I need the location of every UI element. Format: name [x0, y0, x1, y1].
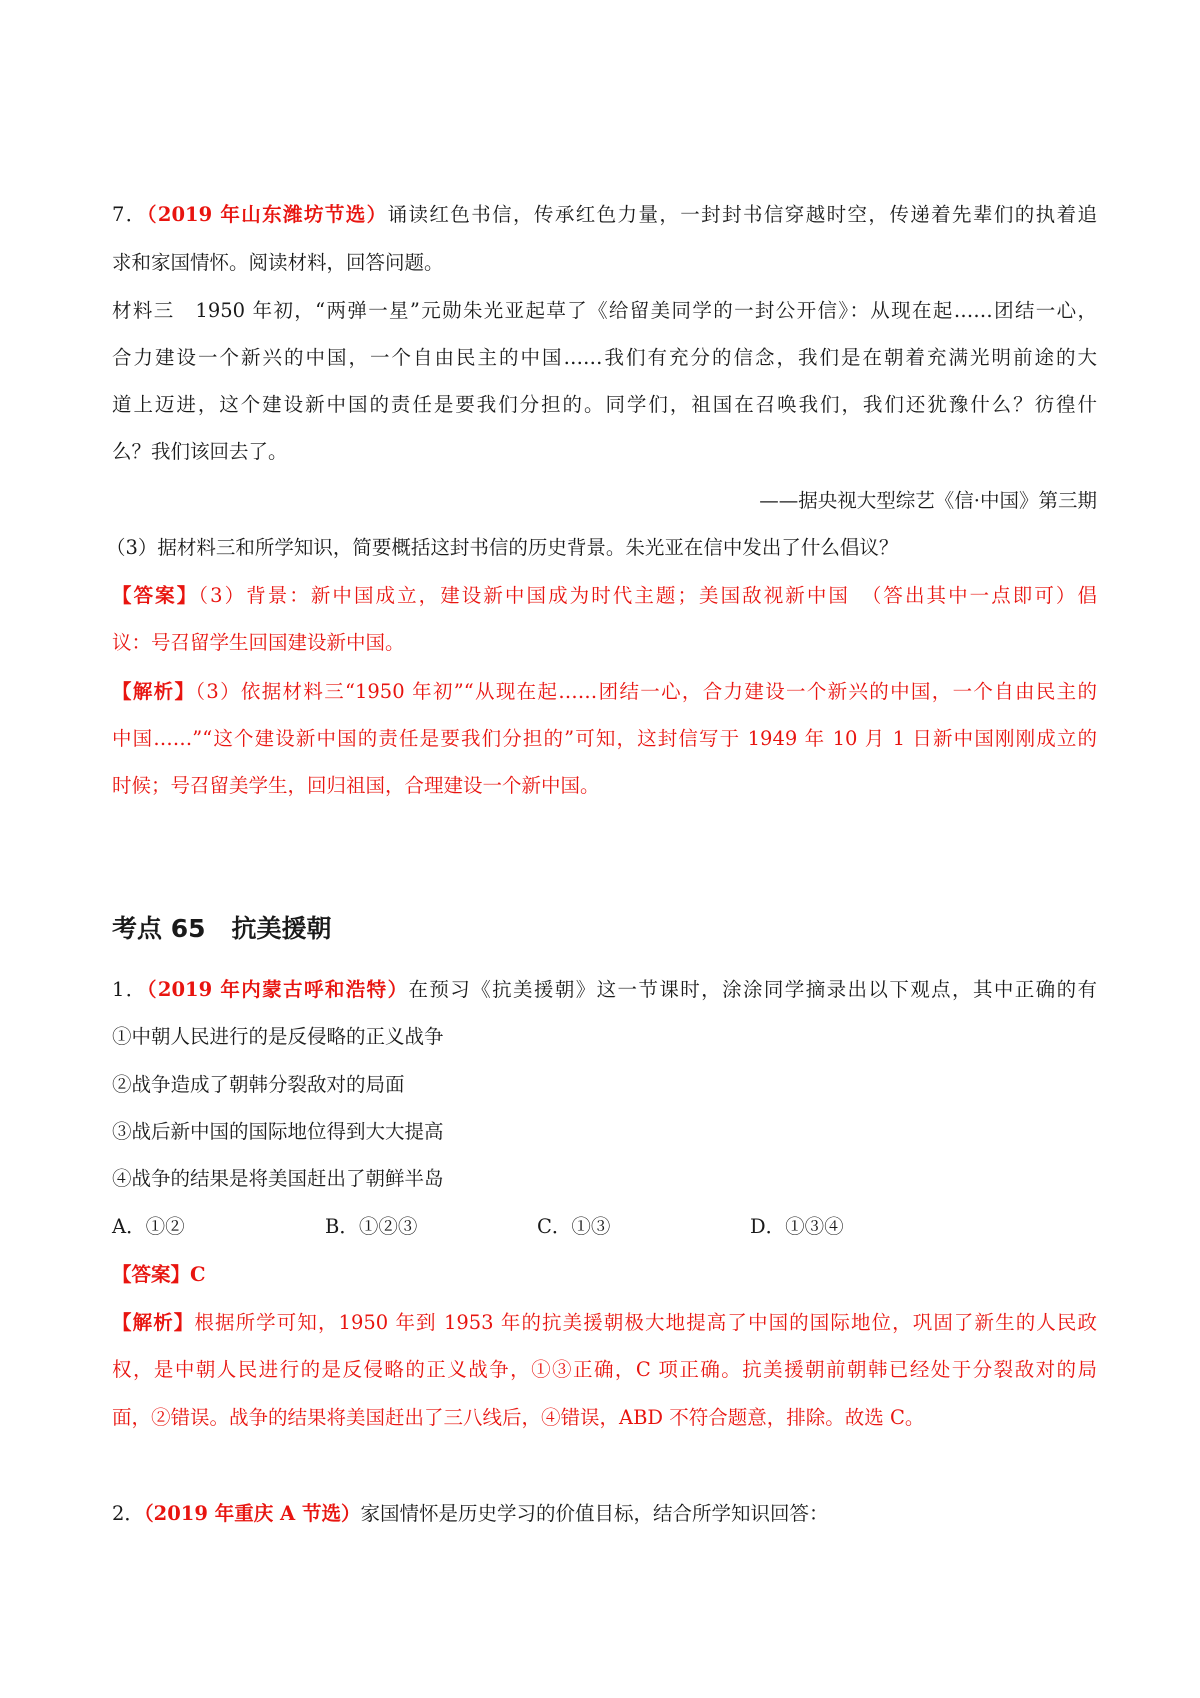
q2-source: （2019 年重庆 A 节选）: [143, 1502, 361, 1525]
q1-option-a: A．①②: [112, 1215, 185, 1238]
q2-number: 2．: [112, 1502, 144, 1525]
q7-analysis-text-1: （3）依据材料三“1950 年初”“从现在起……团结一心，合力建设一个新兴的中国，一个自由民主的: [195, 680, 1097, 703]
q7-material-line-3: 道上迈进，这个建设新中国的责任是要我们分担的。同学们，祖国在召唤我们，我们还犹豫什么？彷徨什: [112, 393, 1097, 416]
q7-analysis-tag: 【解析】: [112, 680, 196, 703]
q1-stem: [112, 975, 1097, 1005]
q7-material-line-4: 么？我们该回去了。: [112, 440, 288, 463]
q7-answer-text-1: （3）背景：新中国成立，建设新中国成为时代主题；美国敌视新中国 （答出其中一点即可）倡: [198, 584, 1097, 607]
q7-material-line-1: 材料三 1950 年初，“两弹一星”元勋朱光亚起草了《给留美同学的一封公开信》：从现在起……团结一心，: [112, 299, 1097, 322]
q7-citation: ——据央视大型综艺《信·中国》第三期: [759, 489, 1097, 512]
q1-analysis-text-1: 根据所学可知，1950 年到 1953 年的抗美援朝极大地提高了中国的国际地位，巩固了新生的人民政: [194, 1311, 1097, 1334]
q1-statement-2: ②战争造成了朝韩分裂敌对的局面: [112, 1073, 405, 1096]
section-label: 考点 65: [112, 914, 206, 943]
q7-source: （2019 年山东潍坊节选）: [146, 203, 388, 226]
q1-analysis-line-2: 权，是中朝人民进行的是反侵略的正义战争，①③正确，C 项正确。抗美援朝前朝韩已经处于分裂敌对的局: [112, 1358, 1097, 1381]
section-title: 抗美援朝: [231, 914, 332, 943]
q7-stem-text-1: 诵读红色书信，传承红色力量，一封封书信穿越时空，传递着先辈们的执着追: [387, 203, 1097, 226]
q1-options: [112, 1212, 1097, 1242]
q1-statement-3: ③战后新中国的国际地位得到大大提高: [112, 1120, 444, 1143]
q7-question: （3）据材料三和所学知识，简要概括这封书信的历史背景。朱光亚在信中发出了什么倡议？: [106, 536, 899, 559]
q7-answer-line-2: 议：号召留学生回国建设新中国。: [112, 631, 405, 654]
q7-material-line-2: 合力建设一个新兴的中国，一个自由民主的中国……我们有充分的信念，我们是在朝着充满光明前途的大: [112, 346, 1097, 369]
q1-option-c: C．①③: [537, 1215, 611, 1238]
q2-stem: [112, 1499, 1097, 1529]
q1-number: 1．: [112, 978, 147, 1001]
q1-option-d: D．①③④: [750, 1215, 844, 1238]
q1-analysis-line-3: 面，②错误。战争的结果将美国赶出了三八线后，④错误，ABD 不符合题意，排除。故选 C。: [112, 1406, 925, 1429]
q1-answer: 【答案】C: [112, 1263, 206, 1286]
section-heading: [112, 911, 332, 947]
q1-statement-4: ④战争的结果是将美国赶出了朝鲜半岛: [112, 1167, 444, 1190]
q1-stem-text: 在预习《抗美援朝》这一节课时，涂涂同学摘录出以下观点，其中正确的有: [408, 978, 1097, 1001]
q7-number: 7．: [112, 203, 147, 226]
q2-stem-text: 家国情怀是历史学习的价值目标，结合所学知识回答：: [360, 1502, 829, 1525]
q1-statement-1: ①中朝人民进行的是反侵略的正义战争: [112, 1025, 444, 1048]
q7-answer-tag: 【答案】: [112, 584, 199, 607]
q7-analysis-line-1: [112, 677, 1097, 707]
q1-option-b: B．①②③: [325, 1215, 418, 1238]
q1-analysis-line-1: [112, 1308, 1097, 1338]
q1-source: （2019 年内蒙古呼和浩特）: [146, 978, 409, 1001]
q7-analysis-line-3: 时候；号召留美学生，回归祖国，合理建设一个新中国。: [112, 774, 600, 797]
q7-stem-line-1: [112, 200, 1097, 230]
q1-analysis-tag: 【解析】: [112, 1311, 195, 1334]
q7-analysis-line-2: 中国……”“这个建设新中国的责任是要我们分担的”可知，这封信写于 1949 年 10 月 1 日新中国刚刚成立的: [112, 727, 1097, 750]
q7-answer-line-1: [112, 581, 1097, 611]
q7-stem-line-2: 求和家国情怀。阅读材料，回答问题。: [112, 251, 444, 274]
